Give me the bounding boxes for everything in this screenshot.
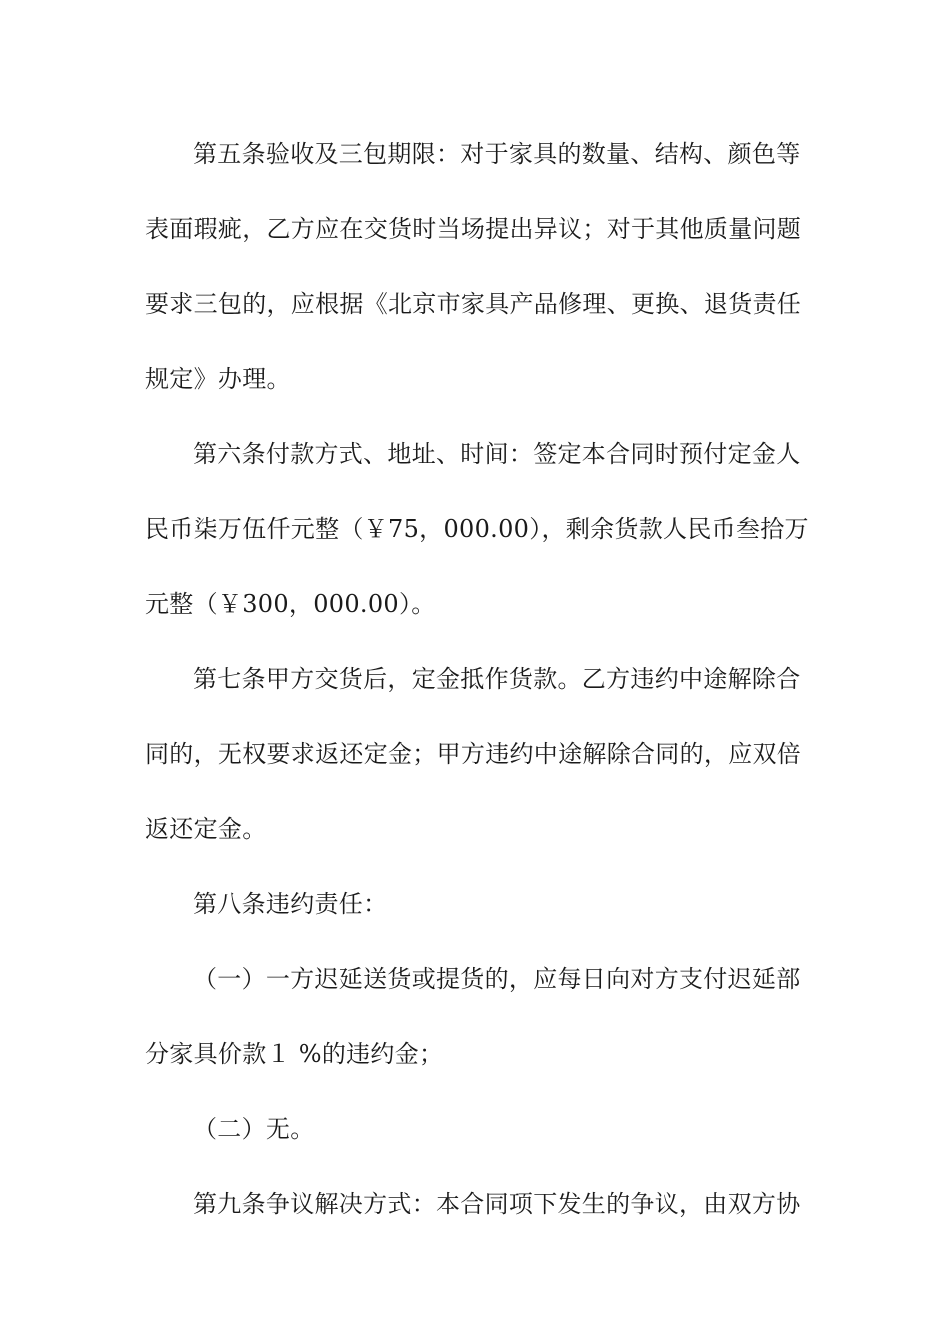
article-8-heading: 第八条违约责任： <box>193 890 388 918</box>
article-7-line-1: 第七条甲方交货后，定金抵作货款。乙方违约中途解除合 <box>193 665 801 693</box>
article-8-item-1-line-1: （一）一方迟延送货或提货的，应每日向对方支付迟延部 <box>193 965 801 993</box>
article-6-line-1: 第六条付款方式、地址、时间：签定本合同时预付定金人 <box>193 440 801 468</box>
article-6-line-2: 民币柒万伍仟元整（￥75，000.00），剩余货款人民币叁拾万 <box>145 515 809 543</box>
article-5-line-3: 要求三包的，应根据《北京市家具产品修理、更换、退货责任 <box>145 290 802 318</box>
article-8-item-2: （二）无。 <box>193 1115 315 1143</box>
article-9-line-1: 第九条争议解决方式：本合同项下发生的争议，由双方协 <box>193 1190 801 1218</box>
article-7-line-2: 同的，无权要求返还定金；甲方违约中途解除合同的，应双倍 <box>145 740 802 768</box>
article-5-line-4: 规定》办理。 <box>145 365 291 393</box>
article-7-line-3: 返还定金。 <box>145 815 267 843</box>
article-5-line-1: 第五条验收及三包期限：对于家具的数量、结构、颜色等 <box>193 140 801 168</box>
article-6-line-3: 元整（￥300，000.00）。 <box>145 590 436 618</box>
article-5-line-2: 表面瑕疵，乙方应在交货时当场提出异议；对于其他质量问题 <box>145 215 802 243</box>
article-8-item-1-line-2: 分家具价款１ %的违约金； <box>145 1040 444 1068</box>
